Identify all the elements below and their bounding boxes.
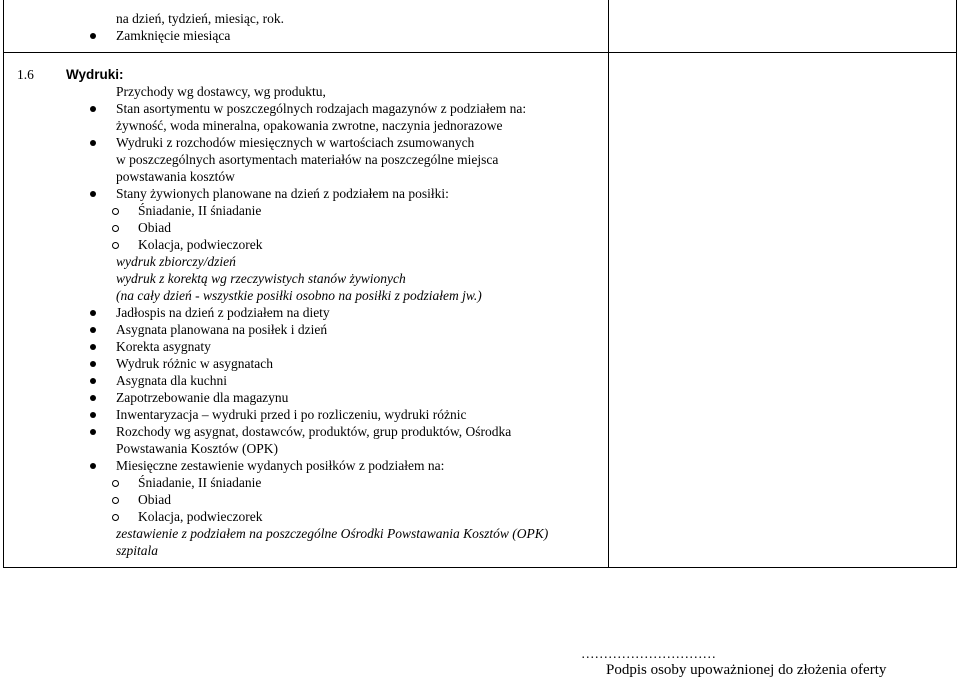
section-line: Śniadanie, II śniadanie bbox=[138, 203, 262, 218]
signature-label: Podpis osoby upoważnionej do złożenia oferty bbox=[606, 662, 887, 678]
section-line: Asygnata dla kuchni bbox=[116, 373, 227, 388]
bullet-icon bbox=[90, 395, 96, 401]
table-bottom-border bbox=[3, 567, 957, 568]
section-line: Inwentaryzacja – wydruki przed i po rozliczeniu, wydruki różnic bbox=[116, 407, 467, 422]
section-line: Stan asortymentu w poszczególnych rodzajach magazynów z podziałem na: bbox=[116, 101, 527, 116]
sub-bullet-icon bbox=[112, 514, 119, 521]
section-line: Rozchody wg asygnat, dostawców, produktów, grup produktów, Ośrodka bbox=[116, 424, 512, 439]
bullet-icon bbox=[90, 463, 96, 469]
section-line: Wydruk różnic w asygnatach bbox=[116, 356, 274, 371]
bullet-icon bbox=[90, 191, 96, 197]
section-line: (na cały dzień - wszystkie posiłki osobno na posiłki z podziałem jw.) bbox=[116, 288, 482, 303]
section-line: Śniadanie, II śniadanie bbox=[138, 475, 262, 490]
bullet-icon bbox=[90, 327, 96, 333]
section-line: Obiad bbox=[138, 220, 171, 235]
section-line: Asygnata planowana na posiłek i dzień bbox=[116, 322, 328, 337]
section-title: Wydruki: bbox=[66, 67, 124, 82]
bullet-icon bbox=[90, 378, 96, 384]
sub-bullet-icon bbox=[112, 208, 119, 215]
section-line: Korekta asygnaty bbox=[116, 339, 211, 354]
section-line: w poszczególnych asortymentach materiałów na poszczególne miejsca bbox=[116, 152, 499, 167]
bullet-icon bbox=[90, 412, 96, 418]
sub-bullet-icon bbox=[112, 480, 119, 487]
table-left-border bbox=[3, 0, 4, 568]
sub-bullet-icon bbox=[112, 225, 119, 232]
section-line: Miesięczne zestawienie wydanych posiłków z podziałem na: bbox=[116, 458, 445, 473]
top-line-2: Zamknięcie miesiąca bbox=[116, 28, 231, 43]
section-line: Obiad bbox=[138, 492, 171, 507]
section-line: szpitala bbox=[116, 543, 159, 558]
section-line: Powstawania Kosztów (OPK) bbox=[116, 441, 278, 456]
section-line: Wydruki z rozchodów miesięcznych w wartościach zsumowanych bbox=[116, 135, 475, 150]
table-row-divider bbox=[3, 52, 957, 53]
section-line: żywność, woda mineralna, opakowania zwrotne, naczynia jednorazowe bbox=[116, 118, 503, 133]
section-line: Zapotrzebowanie dla magazynu bbox=[116, 390, 289, 405]
bullet-icon bbox=[90, 140, 96, 146]
section-line: Kolacja, podwieczorek bbox=[138, 509, 263, 524]
section-line: Stany żywionych planowane na dzień z podziałem na posiłki: bbox=[116, 186, 449, 201]
sub-bullet-icon bbox=[112, 242, 119, 249]
section-line: wydruk zbiorczy/dzień bbox=[116, 254, 236, 269]
section-line: Przychody wg dostawcy, wg produktu, bbox=[116, 84, 326, 99]
bullet-icon bbox=[90, 429, 96, 435]
section-line: Kolacja, podwieczorek bbox=[138, 237, 263, 252]
signature-dots: ………………………… bbox=[581, 646, 716, 661]
section-line: wydruk z korektą wg rzeczywistych stanów żywionych bbox=[116, 271, 406, 286]
section-number: 1.6 bbox=[17, 67, 34, 82]
table-divider bbox=[608, 0, 609, 568]
bullet-icon bbox=[90, 344, 96, 350]
section-line: zestawienie z podziałem na poszczególne Ośrodki Powstawania Kosztów (OPK) bbox=[116, 526, 549, 541]
bullet-icon bbox=[90, 361, 96, 367]
bullet-icon bbox=[90, 310, 96, 316]
bullet-icon bbox=[90, 106, 96, 112]
section-line: powstawania kosztów bbox=[116, 169, 235, 184]
section-line: Jadłospis na dzień z podziałem na diety bbox=[116, 305, 330, 320]
sub-bullet-icon bbox=[112, 497, 119, 504]
top-line-1: na dzień, tydzień, miesiąc, rok. bbox=[116, 11, 284, 26]
bullet-icon bbox=[90, 33, 96, 39]
table-right-border bbox=[956, 0, 957, 568]
